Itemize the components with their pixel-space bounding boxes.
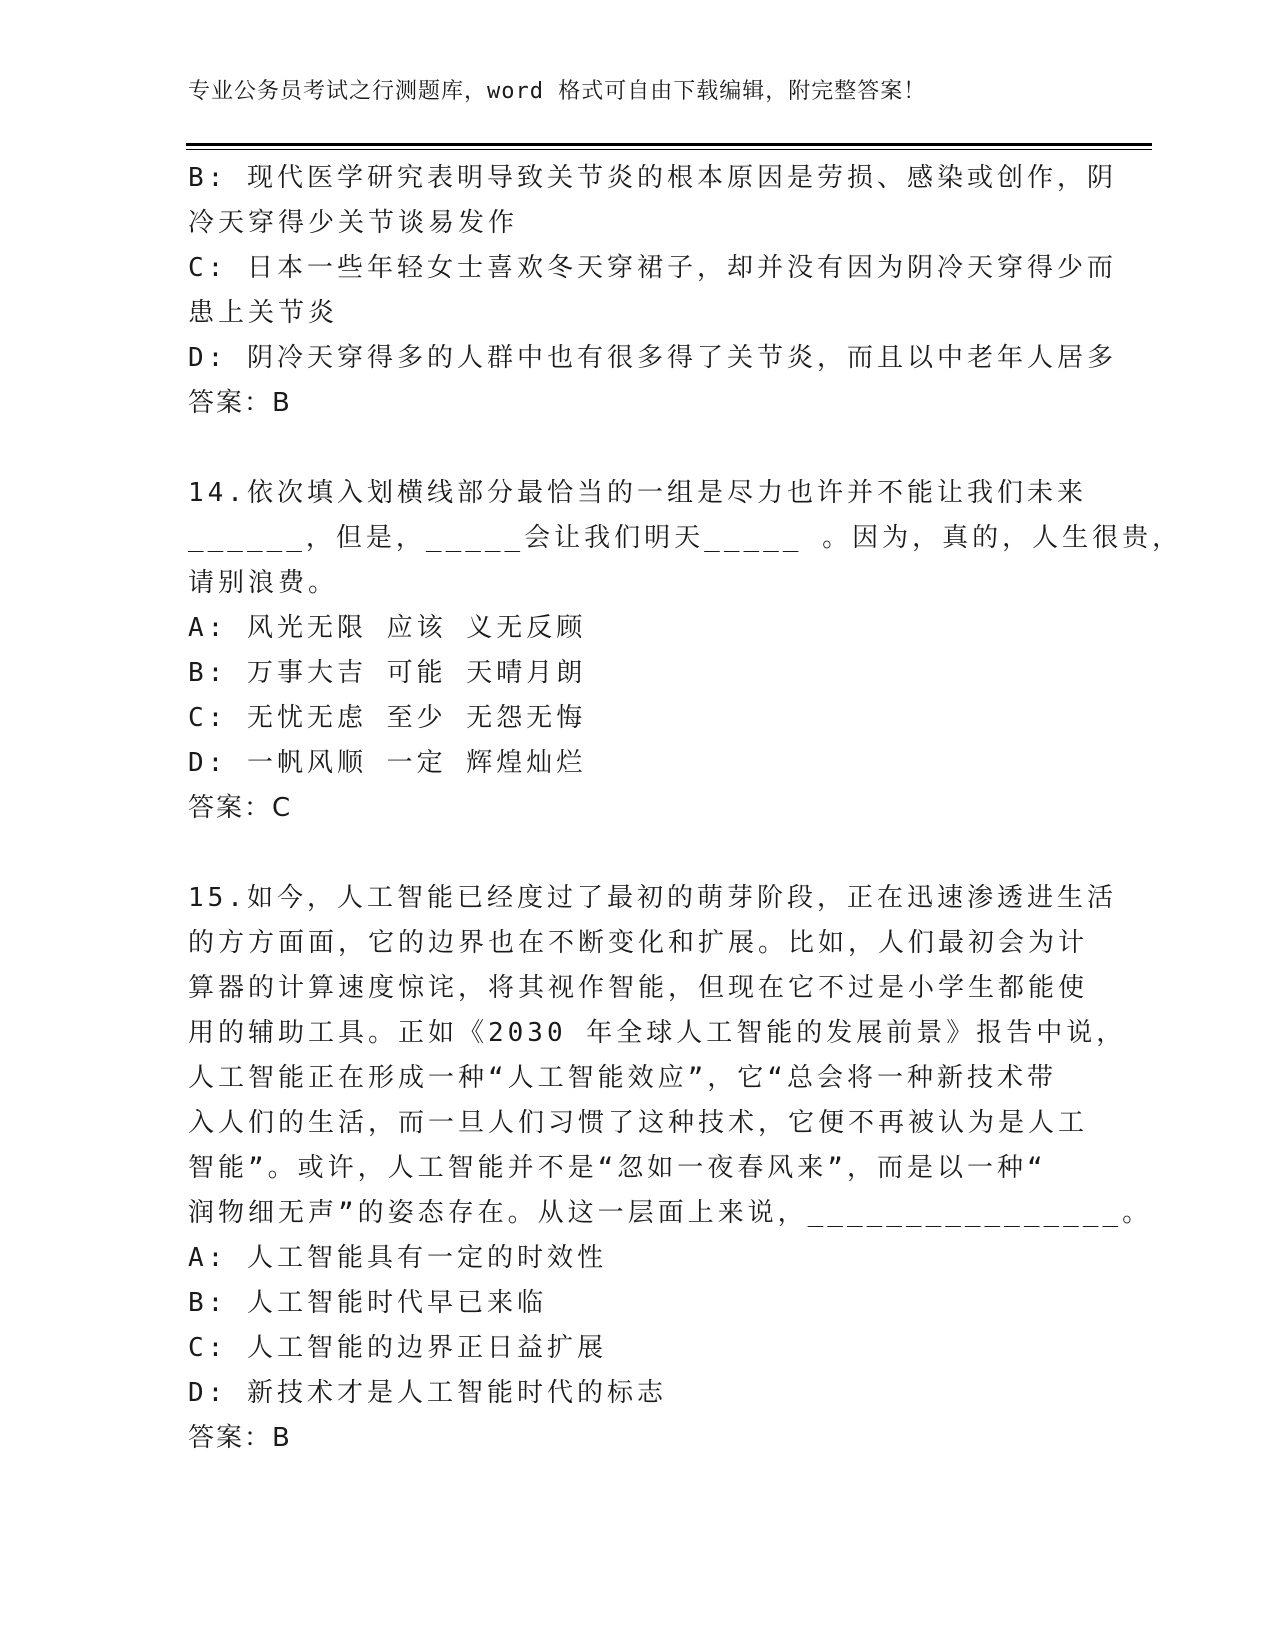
q15-option-a: A: 人工智能具有一定的时效性 — [188, 1243, 607, 1273]
q14-option-b: B: 万事大吉 可能 天晴月朗 — [188, 658, 587, 688]
q15-answer: 答案：B — [188, 1423, 292, 1453]
q15-stem-line-2: 的方方面面，它的边界也在不断变化和扩展。比如，人们最初会为计 — [188, 928, 1089, 958]
q15-stem-line-3: 算器的计算速度惊诧，将其视作智能，但现在它不过是小学生都能使 — [188, 973, 1089, 1003]
q14-answer: 答案：C — [188, 793, 293, 823]
q14-stem-line-2: ______，但是，_____会让我们明天_____ 。因为，真的，人生很贵， — [188, 523, 1183, 553]
q15-stem-line-6: 入人们的生活，而一旦人们习惯了这种技术，它便不再被认为是人工 — [188, 1108, 1089, 1138]
document-body — [188, 156, 1183, 1461]
spacer — [188, 831, 1088, 876]
q15-stem-line-5: 人工智能正在形成一种“人工智能效应”，它“总会将一种新技术带 — [188, 1063, 1057, 1093]
q13-option-c-line-1: C: 日本一些年轻女士喜欢冬天穿裙子，却并没有因为阴冷天穿得少而 — [188, 253, 1117, 283]
q15-stem-line-1: 15.如今，人工智能已经度过了最初的萌芽阶段，正在迅速渗透进生活 — [188, 883, 1117, 913]
q15-option-b: B: 人工智能时代早已来临 — [188, 1288, 547, 1318]
q14-option-a: A: 风光无限 应该 义无反顾 — [188, 613, 587, 643]
question-14 — [188, 471, 1183, 831]
spacer — [188, 426, 1088, 471]
page-header: 专业公务员考试之行测题库，word 格式可自由下载编辑，附完整答案！ — [188, 79, 927, 104]
q15-option-c: C: 人工智能的边界正日益扩展 — [188, 1333, 607, 1363]
q14-stem-line-1: 14.依次填入划横线部分最恰当的一组是尽力也许并不能让我们未来 — [188, 478, 1087, 508]
q13-option-b-line-1: B: 现代医学研究表明导致关节炎的根本原因是劳损、感染或创作，阴 — [188, 163, 1117, 193]
q14-option-d: D: 一帆风顺 一定 辉煌灿烂 — [188, 748, 587, 778]
q14-option-c: C: 无忧无虑 至少 无怨无悔 — [188, 703, 587, 733]
q13-option-b-line-2: 冷天穿得少关节谈易发作 — [188, 208, 519, 238]
header-rule-thin — [186, 149, 1152, 150]
q15-stem-line-4: 用的辅助工具。正如《2030 年全球人工智能的发展前景》报告中说， — [188, 1018, 1127, 1048]
question-15 — [188, 876, 1153, 1461]
q13-option-c-line-2: 患上关节炎 — [188, 298, 339, 328]
q14-stem-line-3: 请别浪费。 — [188, 568, 339, 598]
q13-option-d: D: 阴冷天穿得多的人群中也有很多得了关节炎，而且以中老年人居多 — [188, 343, 1117, 373]
q15-stem-line-8: 润物细无声”的姿态存在。从这一层面上来说，________________。 — [188, 1198, 1153, 1228]
q15-option-d: D: 新技术才是人工智能时代的标志 — [188, 1378, 667, 1408]
q15-stem-line-7: 智能”。或许，人工智能并不是“忽如一夜春风来”，而是以一种“ — [188, 1153, 1047, 1183]
q13-answer: 答案：B — [188, 388, 292, 418]
question-13 — [188, 156, 1117, 426]
header-rule-thick — [186, 143, 1152, 146]
